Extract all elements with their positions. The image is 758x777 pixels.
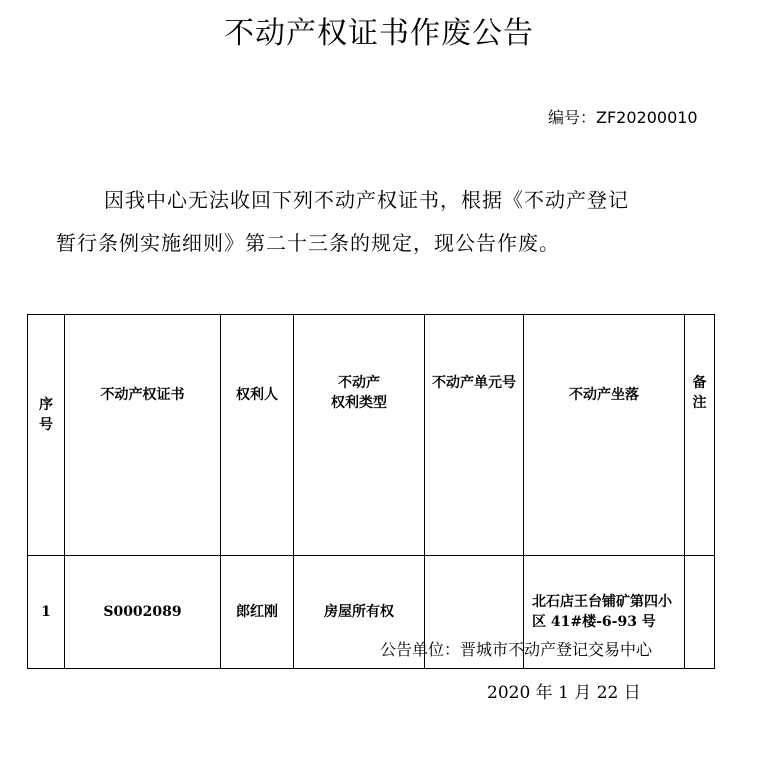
cell-right-type: 房屋所有权 [294,556,425,669]
header-remark: 备注 [685,315,715,556]
document-number: 编号：ZF20200010 [548,108,698,127]
certificate-table [27,314,715,669]
cell-certificate: S0002089 [65,556,221,669]
cell-index: 1 [28,556,65,669]
header-unit-number: 不动产单元号 [425,315,524,556]
cell-holder: 郎红刚 [221,556,294,669]
table-header-row [28,315,715,556]
header-right-type: 不动产 权利类型 [294,315,425,556]
notice-paragraph-line-1: 因我中心无法收回下列不动产权证书，根据《不动产登记 [104,188,629,212]
issuer: 公告单位：晋城市不动产登记交易中心 [380,640,653,659]
page-title: 不动产权证书作废公告 [224,16,534,51]
header-index: 序号 [28,315,65,556]
issue-date: 2020 年 1 月 22 日 [487,683,641,703]
header-holder: 权利人 [221,315,294,556]
header-certificate: 不动产权证书 [65,315,221,556]
cell-location: 北石店王台铺矿第四小区 41#楼-6-93 号 [524,556,685,669]
header-location: 不动产坐落 [524,315,685,556]
notice-paragraph-line-2: 暂行条例实施细则》第二十三条的规定，现公告作废。 [56,231,560,255]
cell-remark [685,556,715,669]
